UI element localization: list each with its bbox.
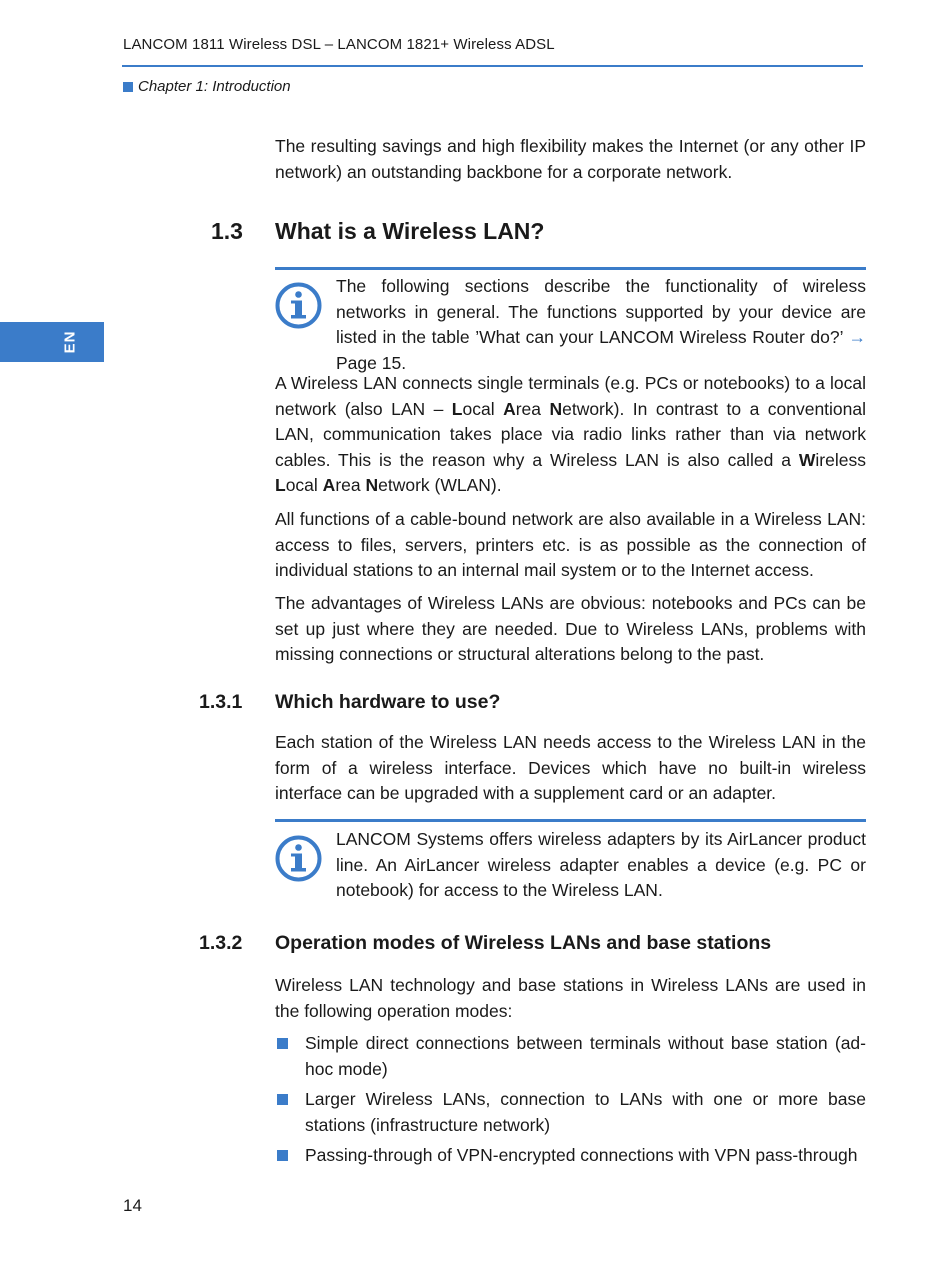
paragraph-operation-modes: Wireless LAN technology and base stations in Wireless LANs are used in the following operation modes: [275, 975, 866, 1021]
info-icon [275, 835, 322, 882]
bullet-square-icon [277, 1150, 288, 1161]
paragraph-wlan-definition: A Wireless LAN connects single terminals (e.g. PCs or notebooks) to a local network (also LAN – Local Area Network). In contrast to a conventional LAN, communication takes place via radio links rather than via network cables. This is the reason why a Wireless LAN is also called a Wireless Local Area Network (WLAN). [275, 373, 867, 495]
arrow-right-icon: → [848, 327, 866, 347]
info-icon [275, 282, 322, 329]
intro-paragraph: The resulting savings and high flexibility makes the Internet (or any other IP network) an outstanding backbone for a corporate network. [275, 136, 866, 182]
list-item: Larger Wireless LANs, connection to LANs with one or more base stations (infrastructure network) [305, 1089, 866, 1135]
note-text [336, 274, 866, 376]
chapter-text: Chapter 1: Introduction [138, 78, 291, 95]
note-text: LANCOM Systems offers wireless adapters by its AirLancer product line. An AirLancer wireless adapter enables a device (e.g. PC or notebook) for access to the Wireless LAN. [336, 829, 866, 900]
list-item: Simple direct connections between terminals without base station (ad-hoc mode) [305, 1033, 866, 1079]
language-tab-label: EN [61, 330, 79, 354]
subsection-number: 1.3.2 [199, 932, 243, 954]
list-item: Passing-through of VPN-encrypted connections with VPN pass-through [305, 1145, 858, 1165]
chapter-square-icon [123, 82, 133, 92]
subsection-title: Which hardware to use? [275, 691, 501, 713]
note-text-main: The following sections describe the functionality of wireless networks in general. The functions supported by your device are listed in the table ’What can your LANCOM Wireless Router do?’ [336, 276, 866, 347]
paragraph-hardware: Each station of the Wireless LAN needs access to the Wireless LAN in the form of a wireless interface. Devices which have no built-in wireless interface can be upgraded with a supplement card or an adapter. [275, 732, 866, 803]
note-rule [275, 819, 866, 822]
bullet-square-icon [277, 1094, 288, 1105]
running-head: LANCOM 1811 Wireless DSL – LANCOM 1821+ Wireless ADSL [123, 36, 555, 53]
section-title: What is a Wireless LAN? [275, 218, 545, 244]
header-rule [122, 65, 863, 67]
note-rule [275, 267, 866, 270]
paragraph-advantages: The advantages of Wireless LANs are obvious: notebooks and PCs can be set up just where they are needed. Due to Wireless LANs, problems with missing connections or structural alterations belong to the past. [275, 593, 866, 664]
chapter-label [123, 78, 291, 95]
language-tab [0, 322, 104, 362]
bullet-square-icon [277, 1038, 288, 1049]
subsection-title: Operation modes of Wireless LANs and base stations [275, 932, 772, 954]
section-number: 1.3 [211, 218, 243, 244]
page-number: 14 [123, 1196, 142, 1215]
paragraph-functions: All functions of a cable-bound network are also available in a Wireless LAN: access to files, servers, printers etc. is as possible as the connection of individual stations to an internal mail system or to the Internet access. [275, 509, 866, 580]
note-page-ref[interactable]: Page 15. [336, 352, 407, 373]
subsection-number: 1.3.1 [199, 691, 243, 713]
